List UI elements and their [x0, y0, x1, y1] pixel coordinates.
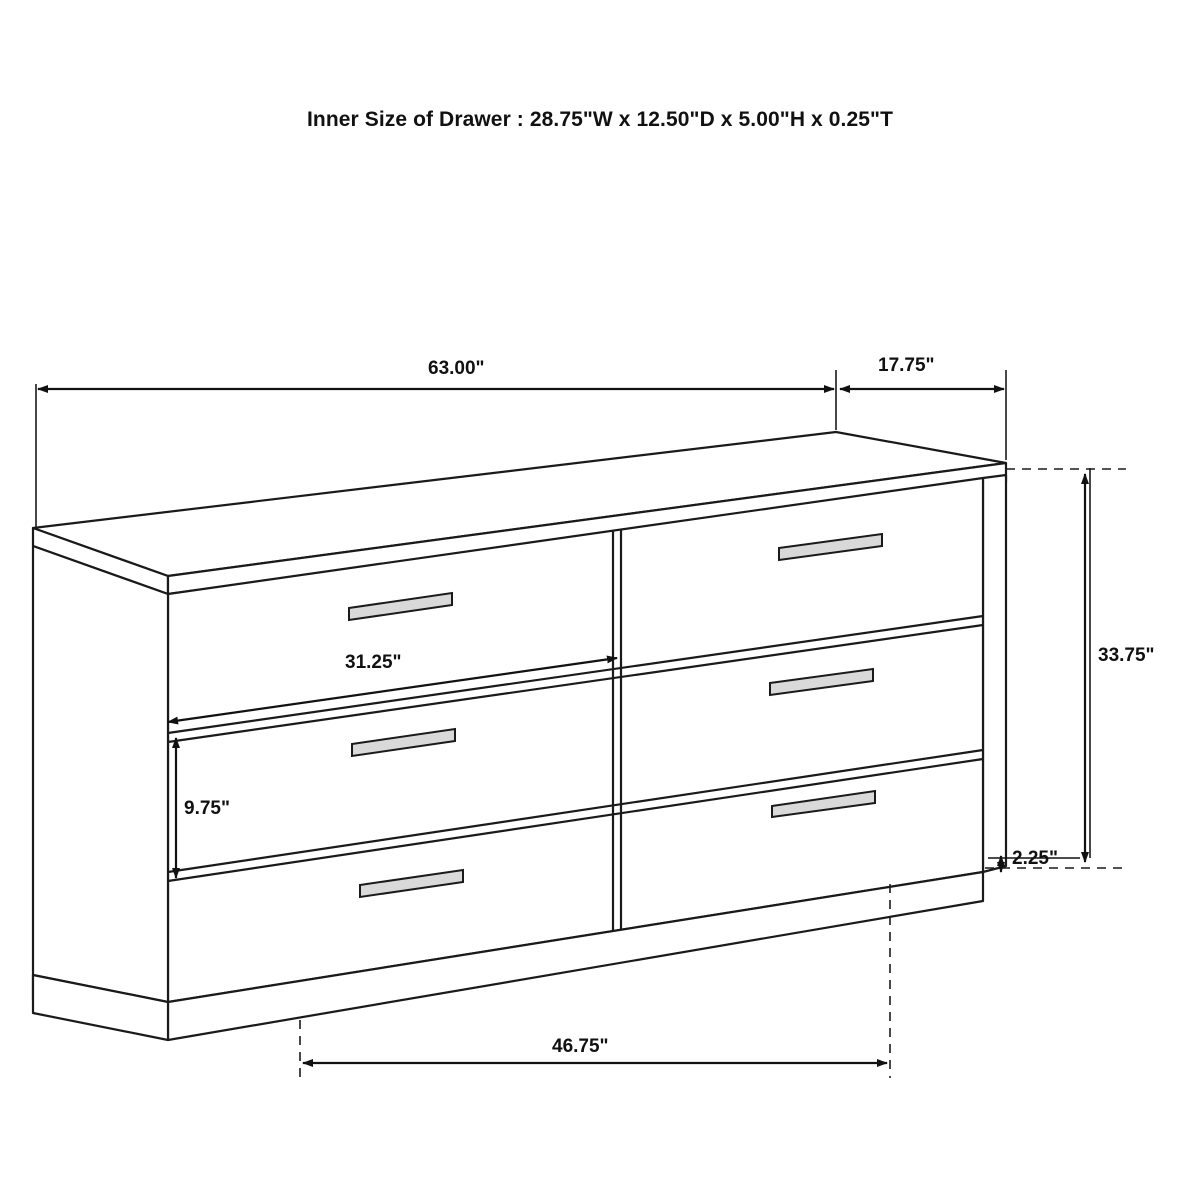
- dim-label-drawer-height: 9.75": [184, 798, 230, 819]
- dim-label-base-width: 46.75": [552, 1036, 609, 1057]
- dim-label-overall-height: 33.75": [1098, 645, 1155, 666]
- right-side-panel: [983, 475, 1006, 872]
- dim-label-drawer-width: 31.25": [345, 652, 402, 673]
- dim-label-base-height: 2.25": [1012, 848, 1058, 869]
- page-title: Inner Size of Drawer : 28.75"W x 12.50"D x 5.00"H x 0.25"T: [306, 108, 894, 131]
- left-side-panel: [33, 546, 168, 1002]
- dresser-body: [33, 432, 1006, 1040]
- dim-label-top-width: 63.00": [428, 358, 485, 379]
- dim-label-top-depth: 17.75": [878, 355, 935, 376]
